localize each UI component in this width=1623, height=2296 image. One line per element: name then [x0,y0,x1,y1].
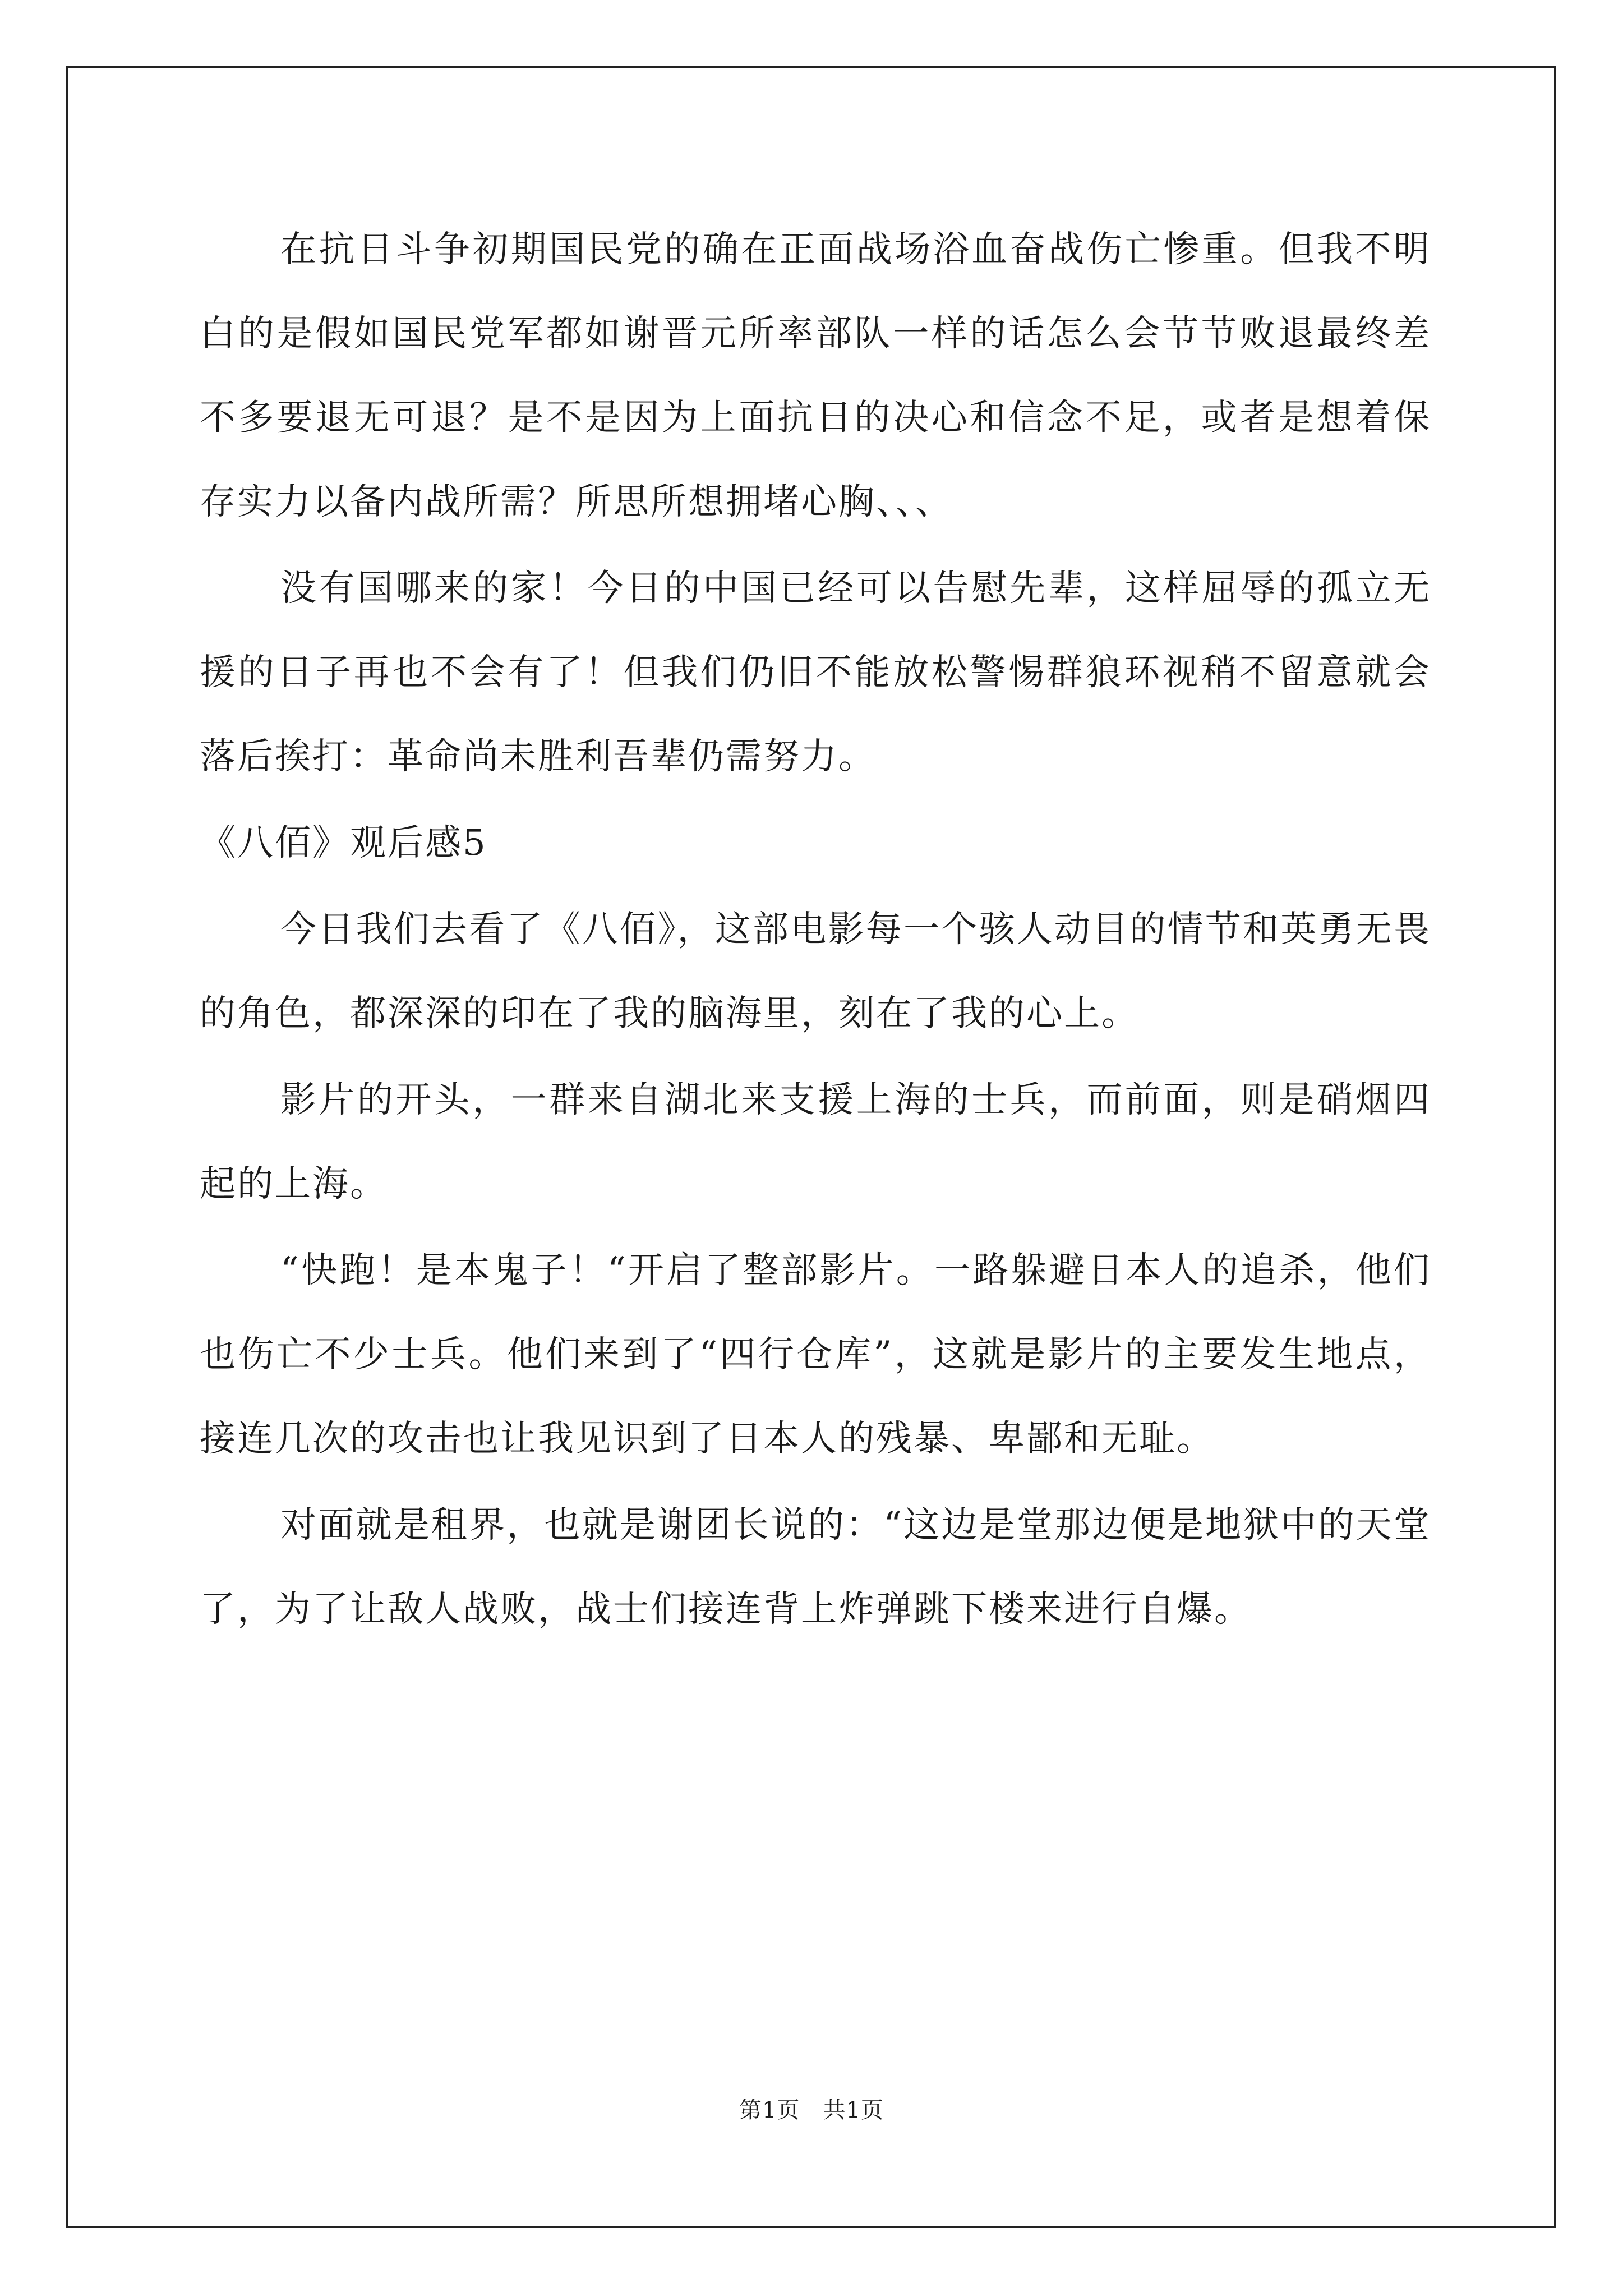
paragraph-6: 对面就是租界，也就是谢团长说的：“这边是堂那边便是地狱中的天堂了，为了让敌人战败，战士们接连背上炸弹跳下楼来进行自爆。 [200,1504,1431,1630]
paragraph-3: 今日我们去看了《八佰》，这部电影每一个骇人动目的情节和英勇无畏的角色，都深深的印在了我的脑海里，刻在了我的心上。 [200,909,1431,1034]
document-body [200,208,1431,1654]
paragraph-1: 在抗日斗争初期国民党的确在正面战场浴血奋战伤亡惨重。但我不明白的是假如国民党军都如谢晋元所率部队一样的话怎么会节节败退最终差不多要退无可退？是不是因为上面抗日的决心和信念不足，或者是想着保存实力以备内战所需？所思所想拥堵心胸、、、 [200,229,1431,523]
paragraph-4: 影片的开头，一群来自湖北来支援上海的士兵，而前面，则是硝烟四起的上海。 [200,1079,1431,1205]
section-heading: 《八佰》观后感5 [200,822,487,864]
paragraph-2: 没有国哪来的家！今日的中国已经可以告慰先辈，这样屈辱的孤立无援的日子再也不会有了！但我们仍旧不能放松警惕群狼环视稍不留意就会落后挨打：革命尚未胜利吾辈仍需努力。 [200,568,1431,777]
page-footer: 第1页 共1页 [739,2097,884,2123]
paragraph-5: “快跑！是本鬼子！“开启了整部影片。一路躲避日本人的追杀，他们也伤亡不少士兵。他们来到了“四行仓库”，这就是影片的主要发生地点，接连几次的攻击也让我见识到了日本人的残暴、卑鄙和无耻。 [200,1250,1431,1460]
